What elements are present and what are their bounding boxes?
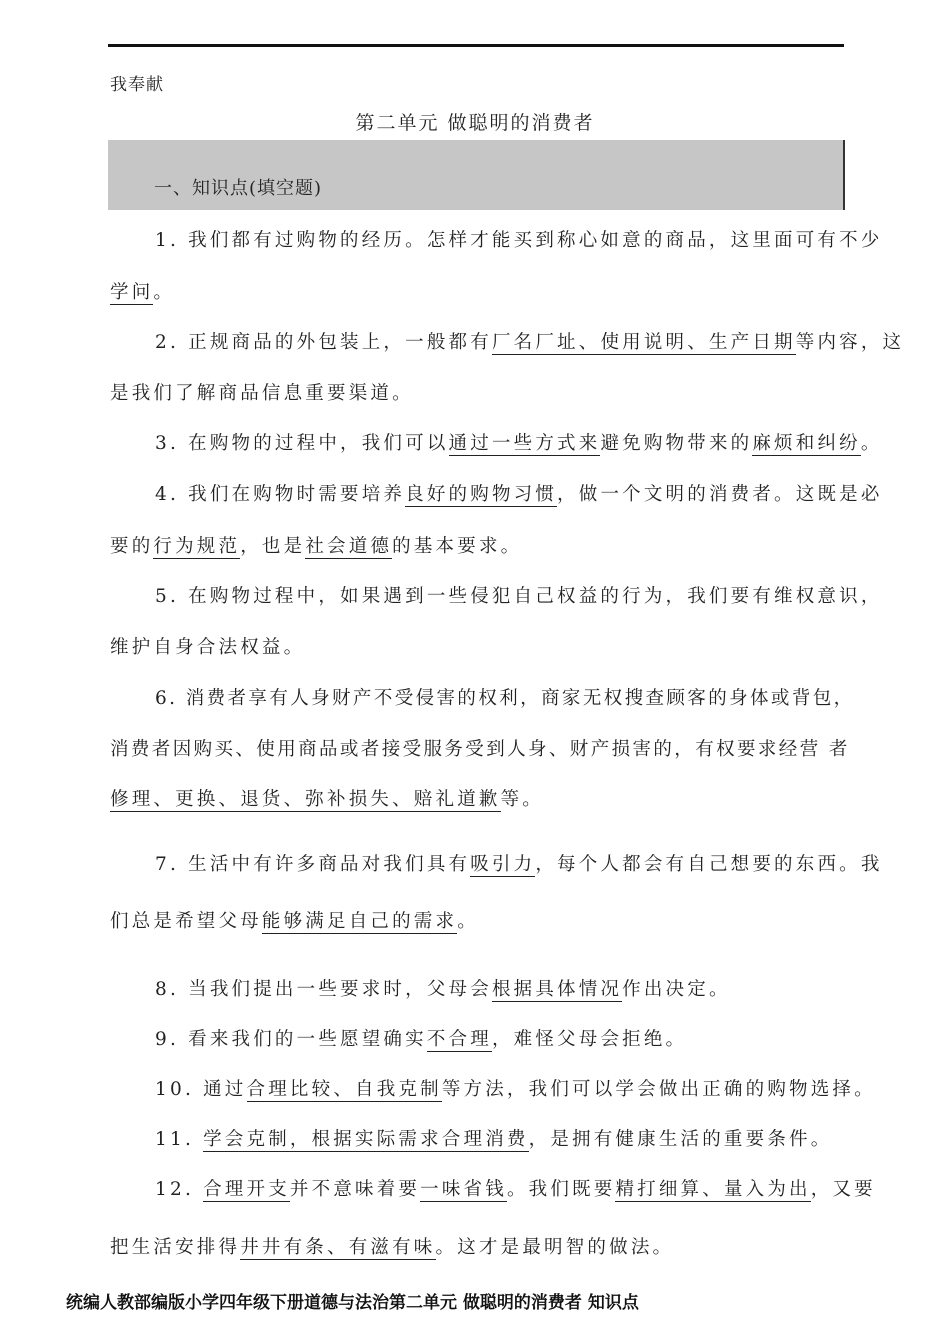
top-rule [108,44,844,47]
item-6-line-3: 修理、更换、退货、弥补损失、赔礼道歉等。 [110,789,545,810]
answer-blank: 不合理 [426,1029,492,1050]
header-tag: 我奉献 [110,75,164,95]
item-1-line-1: 1. 我们都有过购物的经历。怎样才能买到称心如意的商品，这里面可有不少 [155,230,883,251]
answer-blank: 修理、更换、退货、弥补损失、赔礼道歉 [110,789,501,810]
item-2-line-2: 是我们了解商品信息重要渠道。 [110,383,414,404]
answer-blank: 吸引力 [470,854,536,875]
item-7-line-1: 7. 生活中有许多商品对我们具有吸引力，每个人都会有自己想要的东西。我 [155,854,883,875]
item-5-line-1: 5. 在购物过程中，如果遇到一些侵犯自己权益的行为，我们要有维权意识， [155,586,883,607]
item-9-line-1: 9. 看来我们的一些愿望确实不合理，难怪父母会拒绝。 [155,1029,688,1050]
answer-blank: 能够满足自己的需求 [261,911,458,932]
item-5-line-2: 维护自身合法权益。 [110,637,306,658]
footer-caption: 统编人教部编版小学四年级下册道德与法治第二单元 做聪明的消费者 知识点 [66,1293,639,1313]
item-7-line-2: 们总是希望父母能够满足自己的需求。 [110,911,479,932]
item-8-line-1: 8. 当我们提出一些要求时，父母会根据具体情况作出决定。 [155,979,731,1000]
item-10-line-1: 10. 通过合理比较、自我克制等方法，我们可以学会做出正确的购物选择。 [155,1079,876,1100]
answer-blank: 社会道德 [305,536,393,557]
answer-blank: 根据具体情况 [491,979,623,1000]
answer-blank: 学问 [110,282,154,303]
item-3-line-1: 3. 在购物的过程中，我们可以通过一些方式来避免购物带来的麻烦和纠纷。 [155,433,883,454]
answer-blank: 一味省钱 [420,1179,507,1200]
item-12-line-1: 12. 合理开支并不意味着要一味省钱。我们既要精打细算、量入为出，又要 [155,1179,876,1200]
section-heading-box [108,140,845,210]
answer-blank: 厂名厂址、使用说明、生产日期 [491,332,796,353]
answer-blank: 学会克制，根据实际需求合理消费 [203,1129,529,1150]
item-12-line-2: 把生活安排得井井有条、有滋有味。这才是最明智的做法。 [110,1237,675,1258]
section-heading: 一、知识点(填空题) [154,178,323,199]
item-6-line-1: 6. 消费者享有人身财产不受侵害的权利，商家无权搜查顾客的身体或背包， [155,688,855,709]
answer-blank: 良好的购物习惯 [405,484,558,505]
item-6-line-2: 消费者因购买、使用商品或者接受服务受到人身、财产损害的，有权要求经营 者 [110,739,850,760]
item-1-line-2: 学问。 [110,282,176,303]
answer-blank: 合理比较、自我克制 [246,1079,442,1100]
answer-blank: 行为规范 [153,536,241,557]
item-4-line-1: 4. 我们在购物时需要培养良好的购物习惯，做一个文明的消费者。这既是必 [155,484,883,505]
answer-blank: 合理开支 [203,1179,290,1200]
answer-blank: 麻烦和纠纷 [752,433,861,454]
item-2-line-1: 2. 正规商品的外包装上，一般都有厂名厂址、使用说明、生产日期等内容，这 [155,332,905,353]
item-4-line-2: 要的行为规范，也是社会道德的基本要求。 [110,536,523,557]
item-11-line-1: 11. 学会克制，根据实际需求合理消费，是拥有健康生活的重要条件。 [155,1129,833,1150]
answer-blank: 精打细算、量入为出 [615,1179,811,1200]
answer-blank: 井井有条、有滋有味 [240,1237,436,1258]
answer-blank: 通过一些方式来 [448,433,601,454]
unit-title: 第二单元 做聪明的消费者 [355,112,595,134]
